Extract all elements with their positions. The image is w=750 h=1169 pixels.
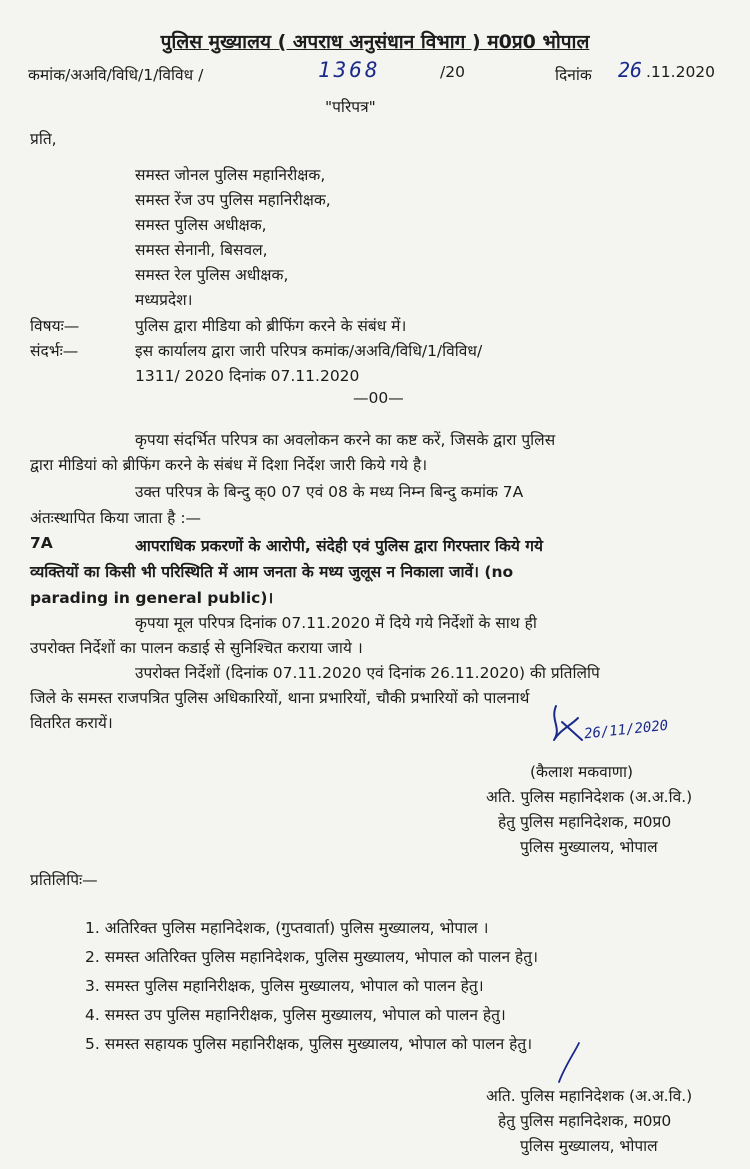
reference-line-2: 1311/ 2020 दिनांक 07.11.2020 [135, 367, 360, 385]
separator: —00— [353, 389, 404, 407]
addressee-line: समस्त सेनानी, बिसवल, [135, 241, 268, 259]
addressee-line: समस्त जोनल पुलिस महानिरीक्षक, [135, 166, 326, 184]
handwritten-ref-number: 1368 [318, 58, 381, 82]
reference-line-1: इस कार्यालय द्वारा जारी परिपत्र कमांक/अअवि/विधि/1/विविध/ [135, 342, 483, 360]
para4-line3: वितरित करायें। [30, 714, 113, 732]
signatory-for-line: हेतु पुलिस महानिदेशक, म0प्र0 [498, 813, 672, 831]
subject-text: पुलिस द्वारा मीडिया को ब्रीफिंग करने के संबंध में। [135, 317, 407, 335]
signatory-name: (कैलाश मकवाणा) [530, 763, 634, 781]
addressee-line: समस्त रेंज उप पुलिस महानिरीक्षक, [135, 191, 331, 209]
signatory2-designation: अति. पुलिस महानिदेशक (अ.अ.वि.) [486, 1087, 693, 1105]
addressee-line: मध्यप्रदेश। [135, 291, 193, 309]
handwritten-signature-date: 26/11/2020 [583, 717, 669, 743]
para4-line2: जिले के समस्त राजपत्रित पुलिस अधिकारियों, थाना प्रभारियों, चौकी प्रभारियों को पालनार्थ [30, 689, 530, 707]
signatory2-office: पुलिस मुख्यालय, भोपाल [520, 1137, 658, 1155]
signatory-designation: अति. पुलिस महानिदेशक (अ.अ.वि.) [486, 788, 693, 806]
para2-line1: उक्त परिपत्र के बिन्दु क्0 07 एवं 08 के मध्य निम्न बिन्दु कमांक 7A [135, 483, 524, 501]
handwritten-date-day: 26 [618, 58, 643, 82]
date-month-year: .11.2020 [646, 63, 716, 81]
para3-line2: उपरोक्त निर्देशों का पालन कडाई से सुनिश्चित कराया जाये । [30, 639, 363, 657]
reference-year: /20 [440, 63, 465, 81]
copy-label: प्रतिलिपिः— [30, 871, 98, 889]
date-label: दिनांक [555, 66, 592, 84]
reference-number-prefix: कमांक/अअवि/विधि/1/विविध / [28, 66, 204, 84]
addressee-line: समस्त पुलिस अधीक्षक, [135, 216, 267, 234]
para1-line2: द्वारा मीडियां को ब्रीफिंग करने के संबंध में दिशा निर्देश जारी किये गये है। [30, 456, 428, 474]
reference-label: संदर्भः— [30, 342, 79, 360]
addressee-line: समस्त रेल पुलिस अधीक्षक, [135, 266, 289, 284]
prati-label: प्रति, [30, 130, 57, 148]
para1-line1: कृपया संदर्भित परिपत्र का अवलोकन करने का कष्ट करें, जिसके द्वारा पुलिस [135, 431, 556, 449]
copy-item: 5. समस्त सहायक पुलिस महानिरीक्षक, पुलिस मुख्यालय, भोपाल को पालन हेतु। [85, 1035, 533, 1053]
copy-item: 4. समस्त उप पुलिस महानिरीक्षक, पुलिस मुख्यालय, भोपाल को पालन हेतु। [85, 1006, 506, 1024]
point-line1: आपराधिक प्रकरणों के आरोपी, संदेही एवं पुलिस द्वारा गिरफ्तार किये गये [135, 537, 543, 555]
page-title: पुलिस मुख्यालय ( अपराध अनुसंधान विभाग ) म0प्र0 भोपाल [160, 31, 590, 53]
document-type: "परिपत्र" [325, 98, 376, 116]
copy-item: 2. समस्त अतिरिक्त पुलिस महानिदेशक, पुलिस मुख्यालय, भोपाल को पालन हेतु। [85, 948, 538, 966]
point-line3: parading in general public)। [30, 589, 274, 607]
signature-scribble-1 [548, 700, 588, 750]
signature-scribble-2 [555, 1040, 585, 1085]
point-number: 7A [30, 534, 53, 552]
para4-line1: उपरोक्त निर्देशों (दिनांक 07.11.2020 एवं दिनांक 26.11.2020) की प्रतिलिपि [135, 664, 600, 682]
copy-item: 3. समस्त पुलिस महानिरीक्षक, पुलिस मुख्यालय, भोपाल को पालन हेतु। [85, 977, 484, 995]
signatory2-for-line: हेतु पुलिस महानिदेशक, म0प्र0 [498, 1112, 672, 1130]
signatory-office: पुलिस मुख्यालय, भोपाल [520, 838, 658, 856]
para2-line2: अंतःस्थापित किया जाता है :— [30, 509, 202, 527]
point-line2: व्यक्तियों का किसी भी परिस्थिति में आम जनता के मध्य जुलूस न निकाला जावें। (no [30, 563, 514, 581]
copy-item: 1. अतिरिक्त पुलिस महानिदेशक, (गुप्तवार्ता) पुलिस मुख्यालय, भोपाल । [85, 919, 489, 937]
para3-line1: कृपया मूल परिपत्र दिनांक 07.11.2020 में दिये गये निर्देशों के साथ ही [135, 614, 537, 632]
subject-label: विषयः— [30, 317, 80, 335]
